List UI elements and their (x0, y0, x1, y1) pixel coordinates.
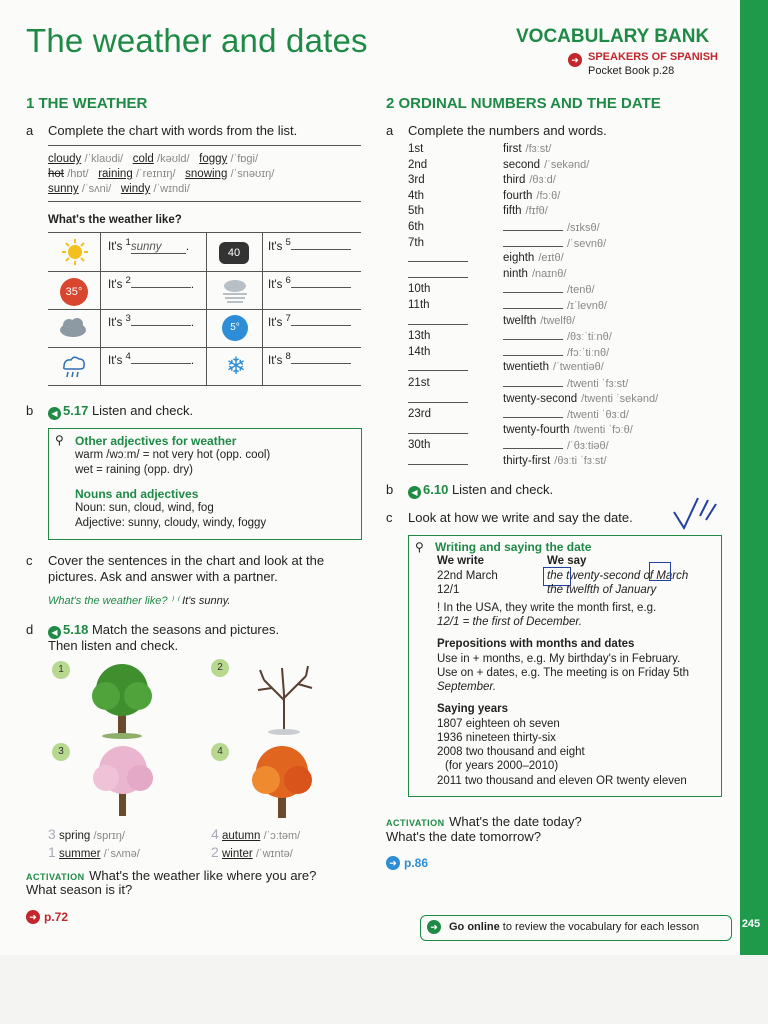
ordinal-word: second /ˈsekənd/ (503, 159, 590, 171)
magnifier-icon: ⚲ (55, 433, 64, 447)
exercise-letter-c: c (26, 553, 33, 568)
ordinal-number: 7th (408, 237, 424, 249)
word-list-line-1: cloudy /ˈklaʊdi/ cold /kəʊld/ foggy /ˈfɒɡi/ (48, 153, 259, 165)
spring-tree-icon (84, 742, 162, 820)
we-write-example-2: 12/1 (437, 584, 460, 596)
page-reference-link-2[interactable]: p.86 (404, 856, 429, 870)
ordinal-number: 6th (408, 221, 424, 233)
word-windy: windy (120, 183, 151, 195)
activation-date-line-2: What's the date tomorrow? (386, 829, 541, 844)
page-reference-link[interactable]: p.72 (44, 910, 69, 924)
activation-weather-line-2: What season is it? (26, 882, 133, 897)
chart-question: What's the weather like? (48, 214, 182, 226)
exercise-2c-letter: c (386, 510, 393, 525)
ordinal-word: third /θɜːd/ (503, 174, 556, 186)
cloud-icon (58, 315, 88, 341)
saying-years-title: Saying years (437, 703, 508, 715)
box-title-nouns: Nouns and adjectives (75, 487, 199, 501)
vocabulary-bank-heading: VOCABULARY BANK (516, 26, 710, 47)
hot-thermometer-icon: 35° (60, 278, 88, 306)
word-cloudy: cloudy (48, 153, 82, 165)
chart-cell-8: It's $^8$ (268, 351, 351, 367)
exercise-c-text-2: pictures. Ask and answer with a partner. (48, 569, 278, 584)
we-say-example-2: the twelfth of January (547, 584, 657, 596)
cell-1-answer: sunny (131, 241, 186, 254)
word-sunny: sunny (48, 183, 79, 195)
chart-cell-5: It's $^5$ (268, 237, 351, 253)
ordinal-number: 21st (408, 377, 430, 389)
page-reference-arrow-icon[interactable]: ➜ (386, 856, 400, 870)
exercise-d-line-1: ◀ 5.18 Match the seasons and pictures. (48, 622, 279, 639)
exercise-c-example: What's the weather like? ⁾ ⁽ It's sunny. (48, 595, 231, 607)
ordinal-word: fifth /fɪfθ/ (503, 205, 548, 217)
winter-tree-icon (246, 660, 322, 736)
ordinal-word: twelfth /twelfθ/ (503, 315, 576, 327)
arrow-right-icon: ➜ (427, 920, 441, 934)
season-summer: 1 summer /ˈsʌmə/ (48, 844, 140, 860)
go-online-banner[interactable] (420, 915, 732, 941)
page-number: 245 (741, 918, 761, 930)
season-spring: 3 spring /sprɪŋ/ (48, 826, 125, 842)
weather-chart (48, 232, 361, 385)
ordinal-number-blank[interactable] (408, 268, 468, 281)
handwritten-circle-of (649, 562, 671, 581)
box-line-warm: warm /wɔːm/ = not very hot (opp. cool) (75, 449, 271, 461)
ordinal-word: twenty-second /twenti ˈsekənd/ (503, 393, 659, 405)
ordinal-number-blank[interactable] (408, 252, 468, 265)
activation-date: ACTIVATION What's the date today? (386, 814, 582, 829)
ordinal-number: 2nd (408, 159, 428, 171)
ordinal-word-blank[interactable]: /sɪksθ/ (503, 221, 600, 234)
autumn-tree-icon (242, 742, 322, 822)
ordinal-number-blank[interactable] (408, 361, 468, 374)
adjectives-box (48, 428, 362, 540)
handwritten-check-mark-icon (672, 496, 718, 530)
audio-icon[interactable]: ◀ (48, 407, 61, 420)
ordinal-number: 11th (408, 299, 430, 311)
pocket-book-reference: Pocket Book p.28 (588, 65, 675, 77)
ordinal-word-blank[interactable]: /twenti ˈfɜːst/ (503, 377, 628, 390)
prepositions-line-3: September. (437, 681, 497, 693)
ordinal-word: ninth /naɪnθ/ (503, 268, 567, 280)
audio-icon[interactable]: ◀ (48, 626, 61, 639)
ordinal-number: 30th (408, 439, 431, 451)
exercise-letter-d: d (26, 622, 34, 637)
activation-weather: ACTIVATION What's the weather like where you are? (26, 868, 317, 883)
box-line-wet: wet = raining (opp. dry) (75, 464, 193, 476)
tree-number-1: 1 (52, 661, 70, 679)
box-line-nouns: Noun: sun, cloud, wind, fog (75, 502, 214, 514)
box-line-adjectives: Adjective: sunny, cloudy, windy, foggy (75, 517, 267, 529)
exercise-b-line: ◀ 5.17 Listen and check. (48, 403, 193, 420)
ordinal-word: fourth /fɔːθ/ (503, 190, 561, 202)
ordinal-number-blank[interactable] (408, 315, 468, 328)
wind-gauge-icon: 40 (219, 242, 249, 264)
season-autumn: 4 autumn /ˈɔːtəm/ (211, 826, 301, 842)
ordinal-number: 13th (408, 330, 431, 342)
chart-cell-6: It's $^6$ (268, 275, 351, 291)
prepositions-line-2: Use on + dates, e.g. The meeting is on Friday 5th (437, 667, 689, 679)
ordinal-number-blank[interactable] (408, 455, 468, 468)
year-example-2008-note: (for years 2000–2010) (445, 760, 559, 772)
cold-thermometer-icon: 5° (222, 315, 248, 341)
arrow-right-icon: ➜ (568, 53, 582, 67)
section-weather-heading: 1 THE WEATHER (26, 95, 148, 112)
ordinal-word-blank[interactable]: /θɜːˈtiːnθ/ (503, 330, 612, 343)
ordinal-number-blank[interactable] (408, 393, 468, 406)
box-title-writing-date: Writing and saying the date (435, 540, 592, 554)
exercise-d-line-2: Then listen and check. (48, 638, 179, 653)
ordinal-word-blank[interactable]: /fɔːˈtiːnθ/ (503, 346, 609, 359)
year-example-2011: 2011 two thousand and eleven OR twenty eleven (437, 775, 687, 787)
magnifier-icon: ⚲ (415, 540, 424, 554)
year-example-2008: 2008 two thousand and eight (437, 746, 585, 758)
fog-icon (220, 277, 250, 303)
exercise-letter-b: b (26, 403, 34, 418)
rain-cloud-icon (58, 353, 88, 379)
word-foggy: foggy (199, 153, 228, 165)
ordinal-number: 4th (408, 190, 424, 202)
word-hot: hot (48, 168, 64, 180)
usa-note-2: 12/1 = the first of December. (437, 616, 582, 628)
ordinal-word: twentieth /ˈtwentiəθ/ (503, 361, 604, 373)
snowflake-icon: ❄ (225, 353, 247, 380)
ordinal-word-blank[interactable]: /tenθ/ (503, 283, 595, 296)
word-list-line-2: hot /hɒt/ raining /ˈreɪnɪŋ/ snowing /ˈsnəʊɪŋ/ (48, 168, 275, 180)
ordinal-word: twenty-fourth /twenti ˈfɔːθ/ (503, 424, 633, 436)
page-reference-arrow-icon[interactable]: ➜ (26, 910, 40, 924)
we-say-example-1: the twenty-second of March (547, 570, 689, 582)
we-write-example-1: 22nd March (437, 570, 498, 582)
chart-cell-4: It's $^4$ . (108, 351, 195, 367)
word-snowing: snowing (185, 168, 228, 180)
chart-cell-2: It's $^2$ . (108, 275, 195, 291)
page-title: The weather and dates (26, 22, 368, 59)
exercise-2a-instruction: Complete the numbers and words. (408, 123, 607, 138)
ordinal-word: first /fɜːst/ (503, 143, 552, 155)
ordinal-word-blank[interactable]: /ˈsevnθ/ (503, 237, 606, 250)
ordinal-word-blank[interactable]: /ɪˈlevnθ/ (503, 299, 607, 312)
tree-number-3: 3 (52, 743, 70, 761)
ordinal-word-blank[interactable]: /twenti ˈθɜːd/ (503, 408, 629, 421)
usa-note-1: ! In the USA, they write the month first, e.g. (437, 602, 657, 614)
section-ordinals-heading: 2 ORDINAL NUMBERS AND THE DATE (386, 95, 661, 112)
sun-icon (60, 239, 90, 265)
word-list-bottom-rule (48, 201, 361, 202)
exercise-2a-letter: a (386, 123, 394, 138)
exercise-2c-text: Look at how we write and say the date. (408, 510, 633, 525)
ordinal-number: 23rd (408, 408, 432, 420)
box-title-adjectives: Other adjectives for weather (75, 434, 237, 448)
chart-cell-7: It's $^7$ (268, 313, 351, 329)
ordinal-number: 1st (408, 143, 424, 155)
exercise-2b-letter: b (386, 482, 394, 497)
green-page-edge (740, 0, 768, 955)
word-cold: cold (132, 153, 154, 165)
word-list-line-3: sunny /ˈsʌni/ windy /ˈwɪndi/ (48, 183, 190, 195)
exercise-2b-line: ◀ 6.10 Listen and check. (408, 482, 553, 499)
tree-number-2: 2 (211, 659, 229, 677)
audio-icon[interactable]: ◀ (408, 486, 421, 499)
exercise-c-text-1: Cover the sentences in the chart and look at the (48, 553, 325, 568)
year-example-1807: 1807 eighteen oh seven (437, 718, 560, 730)
word-raining: raining (98, 168, 133, 180)
we-say-label: We say (547, 555, 587, 567)
writing-date-box (408, 535, 722, 797)
word-list-top-rule (48, 145, 361, 146)
ordinal-number: 10th (408, 283, 431, 295)
year-example-1936: 1936 nineteen thirty-six (437, 732, 556, 744)
ordinal-word-blank[interactable]: /ˈθɜːtiəθ/ (503, 439, 609, 452)
ordinal-number: 14th (408, 346, 431, 358)
chart-cell-1: It's $^1$sunny . (108, 237, 190, 253)
go-online-text: Go online to review the vocabulary for each lesson (449, 921, 700, 933)
we-write-label: We write (437, 555, 485, 567)
tree-number-4: 4 (211, 743, 229, 761)
speakers-of-spanish-label: SPEAKERS OF SPANISH (588, 51, 718, 63)
season-winter: 2 winter /ˈwɪntə/ (211, 844, 293, 860)
ordinal-number-blank[interactable] (408, 424, 468, 437)
ordinal-word: thirty-first /θɜːti ˈfɜːst/ (503, 455, 607, 467)
exercise-a-instruction: Complete the chart with words from the list. (48, 123, 298, 138)
summer-tree-icon (82, 660, 162, 740)
ordinal-number: 3rd (408, 174, 425, 186)
prepositions-title: Prepositions with months and dates (437, 638, 635, 650)
exercise-letter-a: a (26, 123, 34, 138)
ordinal-number: 5th (408, 205, 424, 217)
ordinal-word: eighth /eɪtθ/ (503, 252, 564, 264)
chart-cell-3: It's $^3$ . (108, 313, 195, 329)
prepositions-line-1: Use in + months, e.g. My birthday's in February. (437, 653, 681, 665)
